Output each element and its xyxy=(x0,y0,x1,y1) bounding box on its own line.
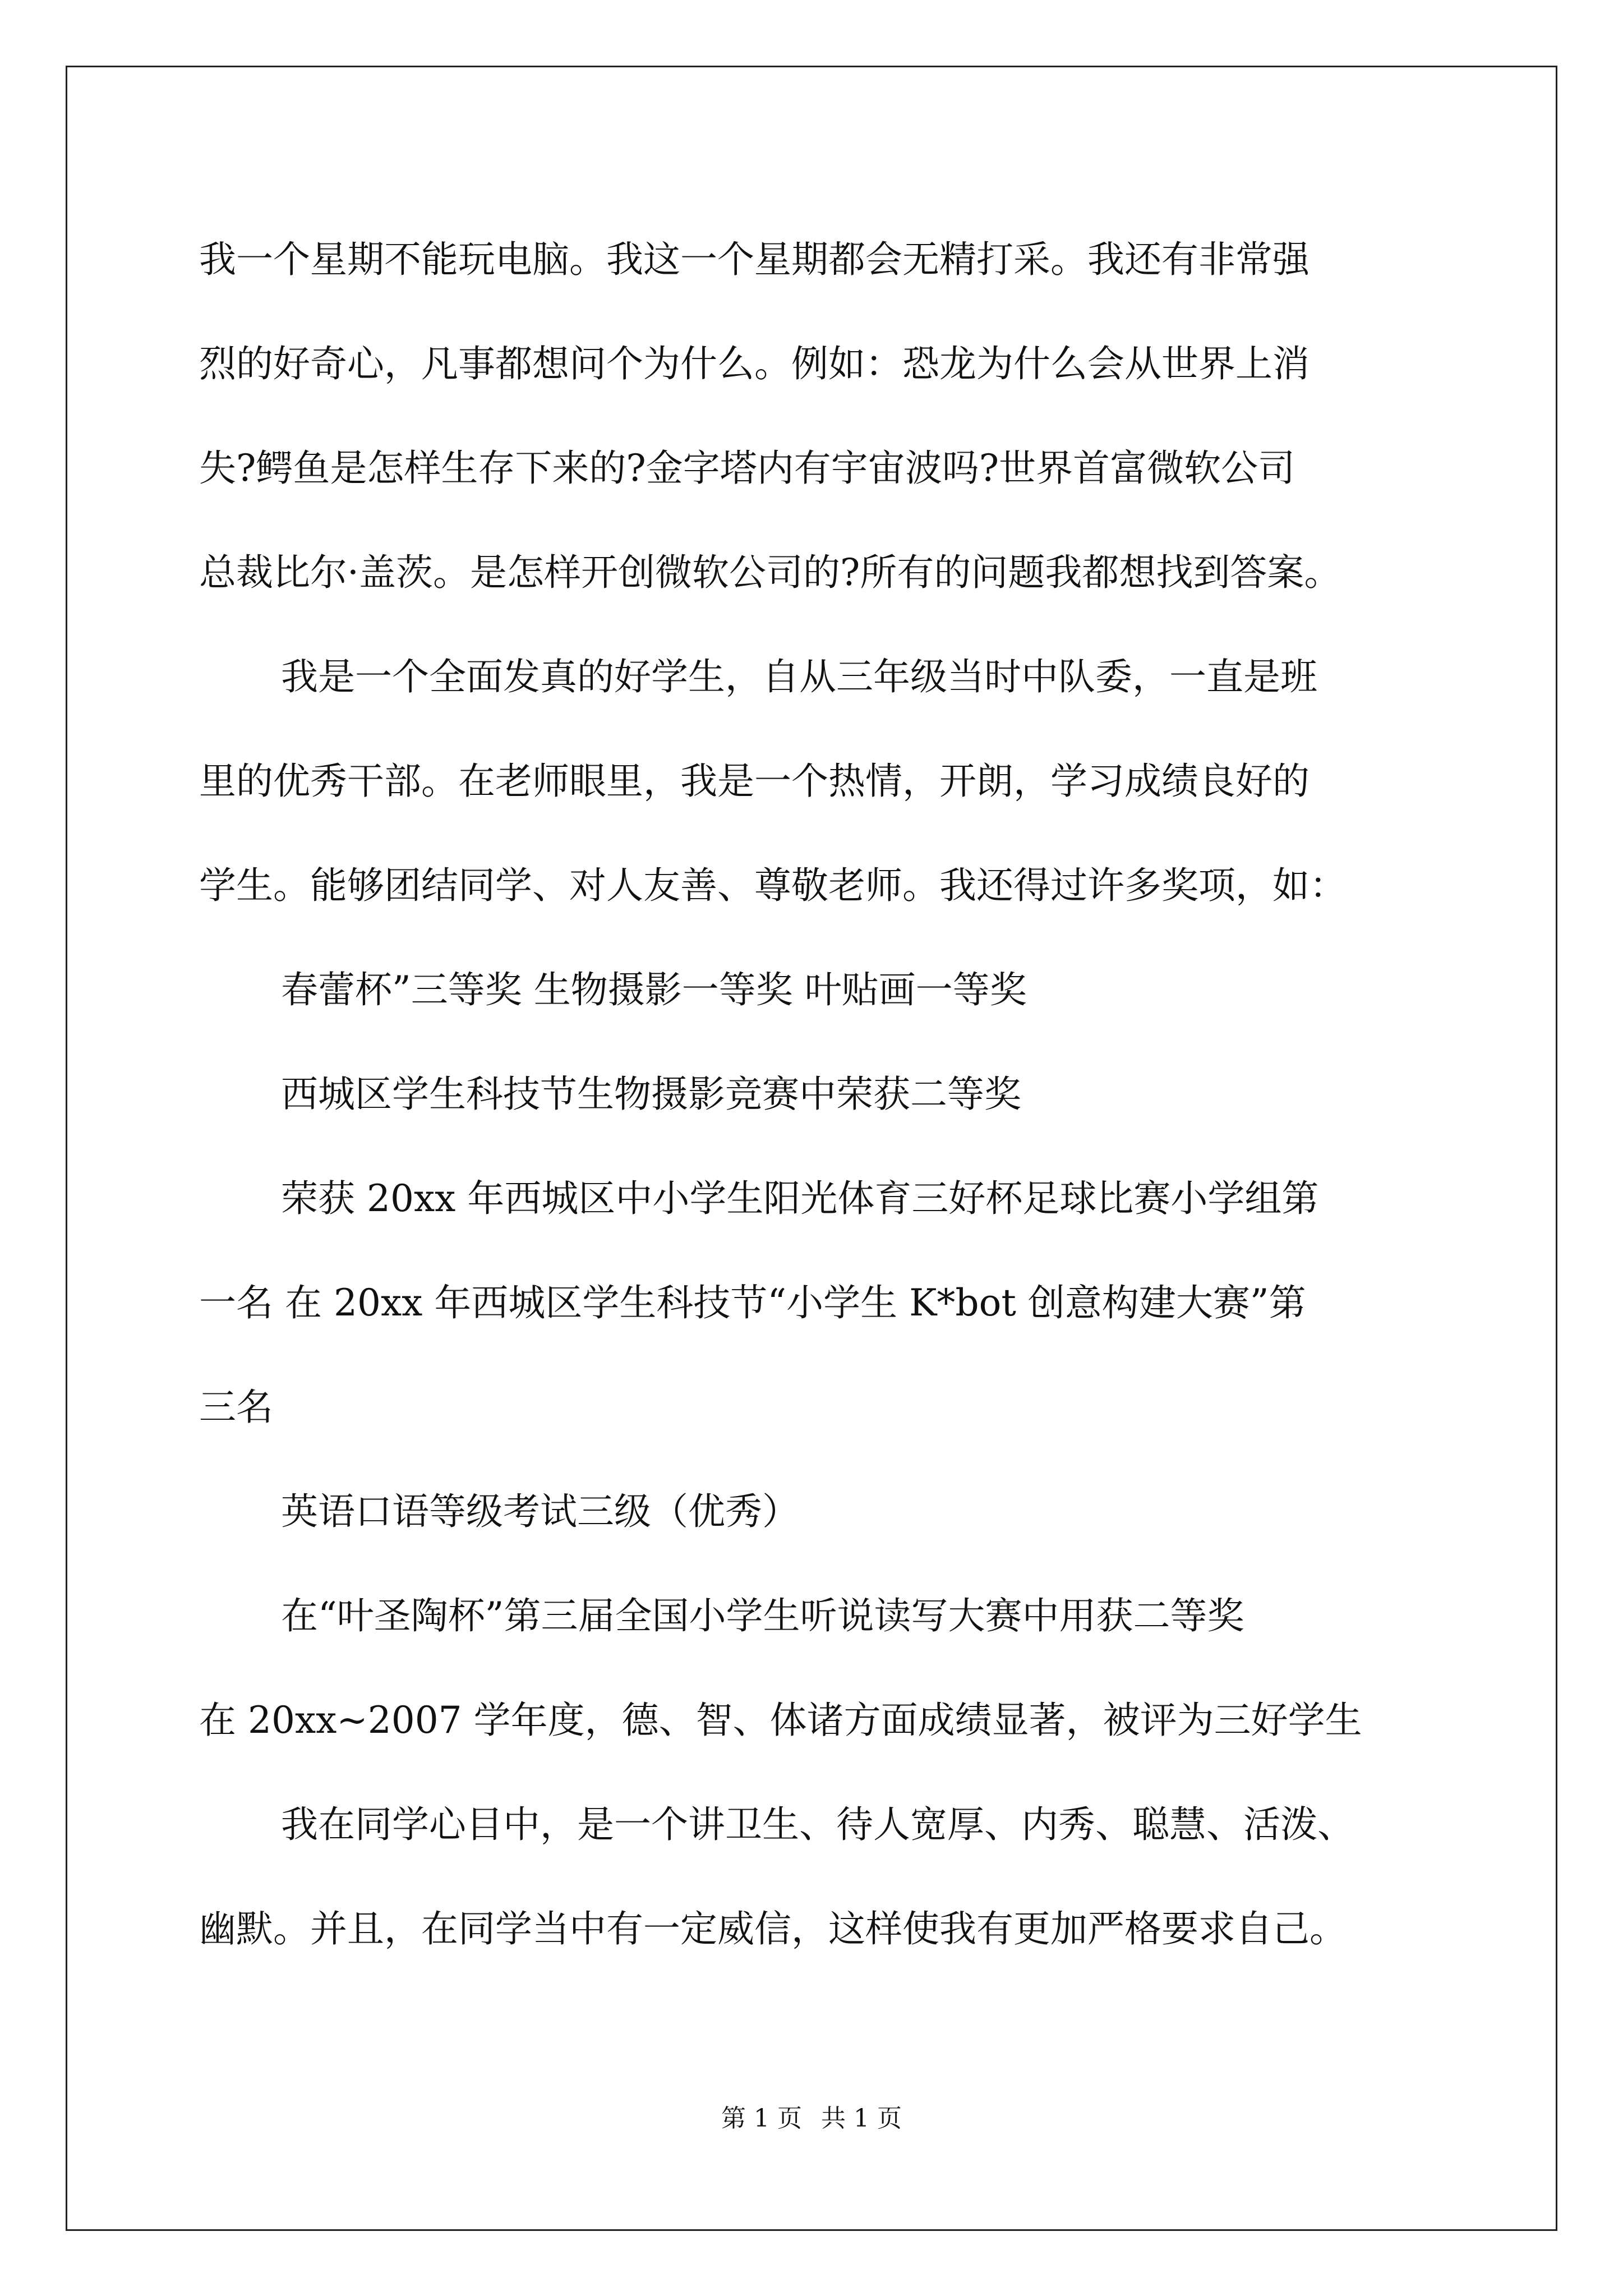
award-item: 荣获 20xx 年西城区中小学生阳光体育三好杯足球比赛小学组第 xyxy=(281,1177,1319,1220)
text-line: 里的优秀干部。在老师眼里，我是一个热情，开朗，学习成绩良好的 xyxy=(199,760,1310,803)
award-item: 春蕾杯”三等奖 生物摄影一等奖 叶贴画一等奖 xyxy=(281,968,1027,1011)
text-line: 三名 xyxy=(199,1386,273,1429)
document-body xyxy=(199,208,1455,1981)
award-item: 在“叶圣陶杯”第三届全国小学生听说读写大赛中用获二等奖 xyxy=(281,1594,1244,1637)
text-line: 我一个星期不能玩电脑。我这一个星期都会无精打采。我还有非常强 xyxy=(199,238,1310,281)
text-line: 失?鳄鱼是怎样生存下来的?金字塔内有宇宙波吗?世界首富微软公司 xyxy=(199,447,1295,490)
page-total: 共 1 页 xyxy=(821,2104,902,2133)
award-item: 西城区学生科技节生物摄影竞赛中荣获二等奖 xyxy=(281,1073,1021,1116)
text-line: 幽默。并且，在同学当中有一定威信，这样使我有更加严格要求自己。 xyxy=(199,1907,1347,1950)
text-line: 烈的好奇心，凡事都想问个为什么。例如：恐龙为什么会从世界上消 xyxy=(199,342,1310,385)
page-number: 第 1 页 xyxy=(721,2104,802,2133)
text-line: 一名 在 20xx 年西城区学生科技节“小学生 K*bot 创意构建大赛”第 xyxy=(199,1281,1306,1324)
text-line: 总裁比尔·盖茨。是怎样开创微软公司的?所有的问题我都想找到答案。 xyxy=(199,551,1341,594)
page-footer xyxy=(0,2098,1623,2134)
award-item: 英语口语等级考试三级（优秀） xyxy=(281,1490,799,1533)
text-line: 我是一个全面发真的好学生，自从三年级当时中队委，一直是班 xyxy=(281,655,1317,698)
text-line: 我在同学心目中，是一个讲卫生、待人宽厚、内秀、聪慧、活泼、 xyxy=(281,1803,1354,1846)
text-line: 学生。能够团结同学、对人友善、尊敬老师。我还得过许多奖项，如： xyxy=(199,864,1347,907)
award-item: 在 20xx~2007 学年度，德、智、体诸方面成绩显著，被评为三好学生 xyxy=(199,1699,1362,1742)
